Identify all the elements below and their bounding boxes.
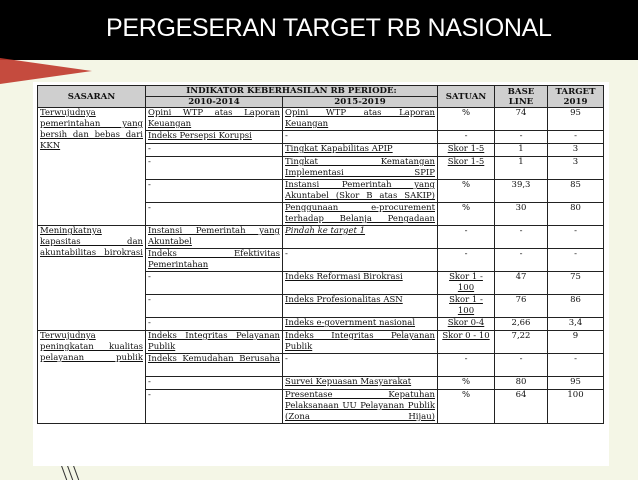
target-cell: 80 <box>548 203 604 226</box>
baseline-cell: 76 <box>495 295 548 318</box>
indicator-2010-cell: - <box>146 318 283 331</box>
indicator-2010-cell: - <box>146 144 283 157</box>
indicator-2015-cell: - <box>283 249 438 272</box>
target-cell: - <box>548 354 604 377</box>
baseline-cell: 47 <box>495 272 548 295</box>
header-indikator: INDIKATOR KEBERHASILAN RB PERIODE: <box>146 86 438 97</box>
indicator-2010-cell: - <box>146 157 283 180</box>
target-cell: 9 <box>548 331 604 354</box>
baseline-cell: 80 <box>495 377 548 390</box>
target-cell: 3 <box>548 157 604 180</box>
document-image <box>33 82 609 466</box>
indicator-2010-cell: Indeks Integritas Pelayanan Publik <box>146 331 283 354</box>
indicator-2010-cell: Indeks Kemudahan Berusaha <box>146 354 283 377</box>
satuan-cell: Skor 1 - 100 <box>438 295 495 318</box>
baseline-cell: 64 <box>495 390 548 424</box>
indicator-2010-cell: - <box>146 203 283 226</box>
header-line: LINE <box>508 96 534 107</box>
baseline-cell: - <box>495 354 548 377</box>
indicator-2015-cell: - <box>283 354 438 377</box>
satuan-cell: % <box>438 180 495 203</box>
baseline-cell: 7,22 <box>495 331 548 354</box>
indicator-2010-cell: Indeks Persepsi Korupsi <box>146 131 283 144</box>
indicator-2010-cell: Instansi Pemerintah yang Akuntabel <box>146 226 283 249</box>
baseline-cell: - <box>495 131 548 144</box>
indicator-2015-cell: Tingkat Kapabilitas APIP <box>283 144 438 157</box>
target-cell: 3,4 <box>548 318 604 331</box>
indicator-2010-cell: - <box>146 272 283 295</box>
satuan-cell: Skor 1 - 100 <box>438 272 495 295</box>
baseline-cell: 1 <box>495 157 548 180</box>
satuan-cell: Skor 1-5 <box>438 144 495 157</box>
satuan-cell: Skor 0-4 <box>438 318 495 331</box>
baseline-cell: 39,3 <box>495 180 548 203</box>
sasaran-cell: Meningkatnya kapasitas dan akuntabilitas birokrasi <box>38 226 146 331</box>
header-target-year: 2019 <box>563 96 588 107</box>
indicator-2015-cell: Indeks Reformasi Birokrasi <box>283 272 438 295</box>
satuan-cell: % <box>438 203 495 226</box>
indicator-2015-cell: Pindah ke target 1 <box>283 226 438 249</box>
satuan-cell: % <box>438 377 495 390</box>
target-cell: 75 <box>548 272 604 295</box>
satuan-cell: - <box>438 226 495 249</box>
indicator-2015-cell: Opini WTP atas Laporan Keuangan <box>283 108 438 131</box>
indicator-2010-cell: - <box>146 180 283 203</box>
baseline-cell: 2,66 <box>495 318 548 331</box>
indicator-2015-cell: - <box>283 131 438 144</box>
baseline-cell: 30 <box>495 203 548 226</box>
sasaran-cell: Terwujudnya peningkatan kualitas pelayanan publik <box>38 331 146 424</box>
satuan-cell: Skor 1-5 <box>438 157 495 180</box>
indicator-2010-cell: - <box>146 295 283 318</box>
baseline-cell: 74 <box>495 108 548 131</box>
satuan-cell: - <box>438 249 495 272</box>
decorative-arrow <box>0 58 92 84</box>
target-cell: 95 <box>548 377 604 390</box>
sasaran-cell: Terwujudnya pemerintahan yang bersih dan bebas dari KKN <box>38 108 146 226</box>
header-target-label: TARGET <box>555 86 596 97</box>
indicator-2015-cell: Survei Kepuasan Masyarakat <box>283 377 438 390</box>
target-cell: - <box>548 249 604 272</box>
target-cell: - <box>548 226 604 249</box>
baseline-cell: - <box>495 226 548 249</box>
target-cell: 100 <box>548 390 604 424</box>
target-cell: 86 <box>548 295 604 318</box>
target-cell: 95 <box>548 108 604 131</box>
satuan-cell: Skor 0 - 10 <box>438 331 495 354</box>
indicator-2015-cell: Tingkat Kematangan Implementasi SPIP <box>283 157 438 180</box>
target-cell: 3 <box>548 144 604 157</box>
indicator-2010-cell: - <box>146 377 283 390</box>
header-target <box>548 86 604 108</box>
indicator-2015-cell: Indeks Profesionalitas ASN <box>283 295 438 318</box>
indicator-2010-cell: Indeks Efektivitas Pemerintahan <box>146 249 283 272</box>
target-cell: - <box>548 131 604 144</box>
header-baseline <box>495 86 548 108</box>
baseline-cell: 1 <box>495 144 548 157</box>
rb-target-table <box>37 85 604 424</box>
header-base: BASE <box>507 86 535 97</box>
header-sasaran: SASARAN <box>38 86 146 108</box>
satuan-cell: % <box>438 390 495 424</box>
header-period-2: 2015-2019 <box>283 97 438 108</box>
target-cell: 85 <box>548 180 604 203</box>
baseline-cell: - <box>495 249 548 272</box>
slide-title: PERGESERAN TARGET RB NASIONAL <box>106 14 552 42</box>
satuan-cell: - <box>438 131 495 144</box>
indicator-2010-cell: - <box>146 390 283 424</box>
header-period-1: 2010-2014 <box>146 97 283 108</box>
satuan-cell: % <box>438 108 495 131</box>
indicator-2015-cell: Indeks Integritas Pelayanan Publik <box>283 331 438 354</box>
indicator-2015-cell: Indeks e-government nasional <box>283 318 438 331</box>
satuan-cell: - <box>438 354 495 377</box>
indicator-2015-cell: Instansi Pemerintah yang Akuntabel (Skor B atas SAKIP) <box>283 180 438 203</box>
header-satuan: SATUAN <box>438 86 495 108</box>
indicator-2010-cell: Opini WTP atas Laporan Keuangan <box>146 108 283 131</box>
indicator-2015-cell: Presentase Kepatuhan Pelaksanaan UU Pelayanan Publik (Zona Hijau) <box>283 390 438 424</box>
indicator-2015-cell: Penggunaan e-procurement terhadap Belanja Pengadaan <box>283 203 438 226</box>
